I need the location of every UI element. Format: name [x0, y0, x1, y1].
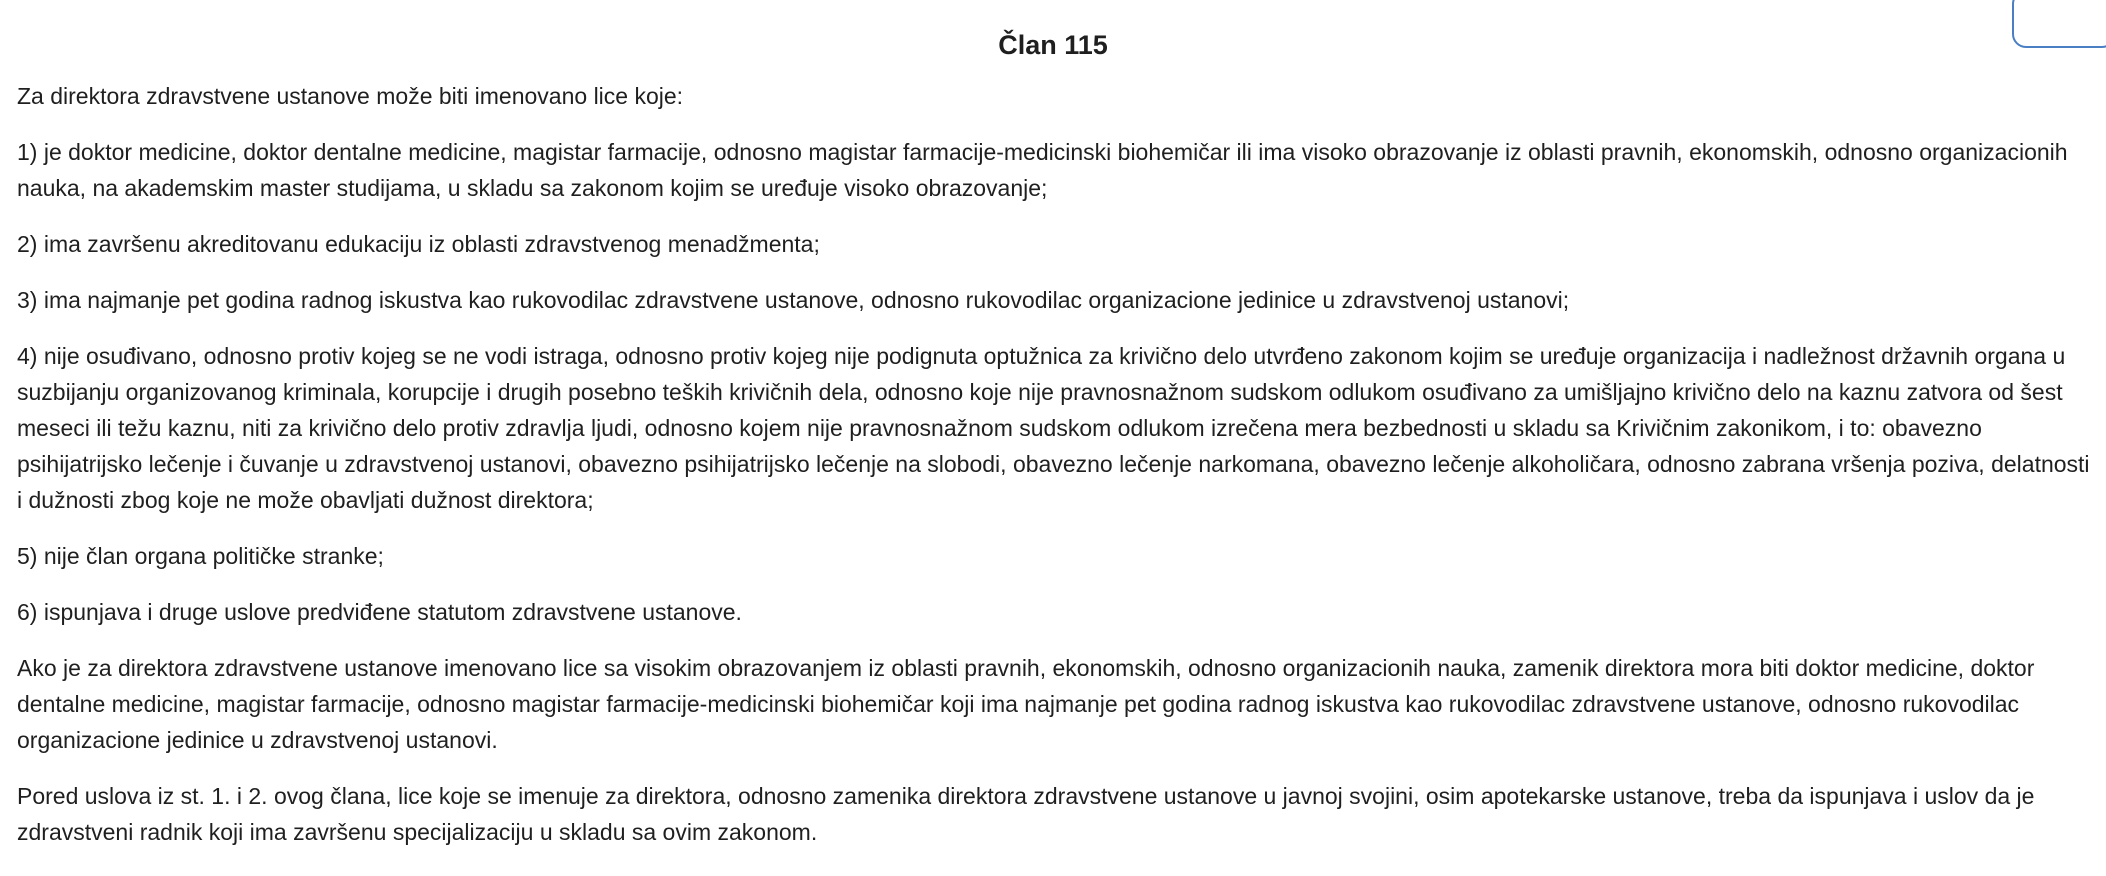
article-item-3: 3) ima najmanje pet godina radnog iskustva kao rukovodilac zdravstvene ustanove, odnosno rukovodilac organizacione jedinice u zdravstvenoj ustanovi;: [17, 287, 1570, 313]
article-item-1: 1) je doktor medicine, doktor dentalne medicine, magistar farmacije, odnosno magistar farmacije-medicinski biohemičar ili ima visoko obrazovanje iz oblasti pravnih, ekonomskih, odnosno organizacionih nauka, na akademskim master studijama, u skladu sa zakonom kojim se uređuje visoko obrazovanje;: [17, 139, 2068, 201]
article-intro: Za direktora zdravstvene ustanove može biti imenovano lice koje:: [17, 83, 684, 109]
article-item-5: 5) nije član organa političke stranke;: [17, 543, 384, 569]
article-paragraph-2: Ako je za direktora zdravstvene ustanove imenovano lice sa visokim obrazovanjem iz oblasti pravnih, ekonomskih, odnosno organizacionih nauka, zamenik direktora mora biti doktor medicine, doktor dentalne medicine, magistar farmacije, odnosno magistar farmacije-medicinski biohemičar koji ima najmanje pet godina radnog iskustva kao rukovodilac zdravstvene ustanove, odnosno rukovodilac organizacione jedinice u zdravstvenoj ustanovi.: [17, 655, 2035, 753]
article-item-4: 4) nije osuđivano, odnosno protiv kojeg se ne vodi istraga, odnosno protiv kojeg nije podignuta optužnica za krivično delo utvrđeno zakonom kojim se uređuje organizacija i nadležnost državnih organa u suzbijanju organizovanog kriminala, korupcije i drugih posebno teških krivičnih dela, odnosno koje nije pravnosnažnom sudskom odlukom osuđivano za umišljajno krivično delo na kaznu zatvora od šest meseci ili težu kaznu, niti za krivično delo protiv zdravlja ljudi, odnosno kojem nije pravnosnažnom sudskom odlukom izrečena mera bezbednosti u skladu sa Krivičnim zakonikom, i to: obavezno psihijatrijsko lečenje i čuvanje u zdravstvenoj ustanovi, obavezno psihijatrijsko lečenje na slobodi, obavezno lečenje narkomana, obavezno lečenje alkoholičara, odnosno zabrana vršenja poziva, delatnosti i dužnosti zbog koje ne može obavljati dužnost direktora;: [17, 343, 2090, 513]
article-paragraph-3: Pored uslova iz st. 1. i 2. ovog člana, lice koje se imenuje za direktora, odnosno zamenika direktora zdravstvene ustanove u javnoj svojini, osim apotekarske ustanove, treba da ispunjava i uslov da je zdravstveni radnik koji ima završenu specijalizaciju u skladu sa ovim zakonom.: [17, 783, 2035, 845]
article-title: Član 115: [998, 30, 1108, 60]
article-item-2: 2) ima završenu akreditovanu edukaciju iz oblasti zdravstvenog menadžmenta;: [17, 231, 820, 257]
article-item-6: 6) ispunjava i druge uslove predviđene statutom zdravstvene ustanove.: [17, 599, 742, 625]
article-body: [17, 78, 2092, 870]
